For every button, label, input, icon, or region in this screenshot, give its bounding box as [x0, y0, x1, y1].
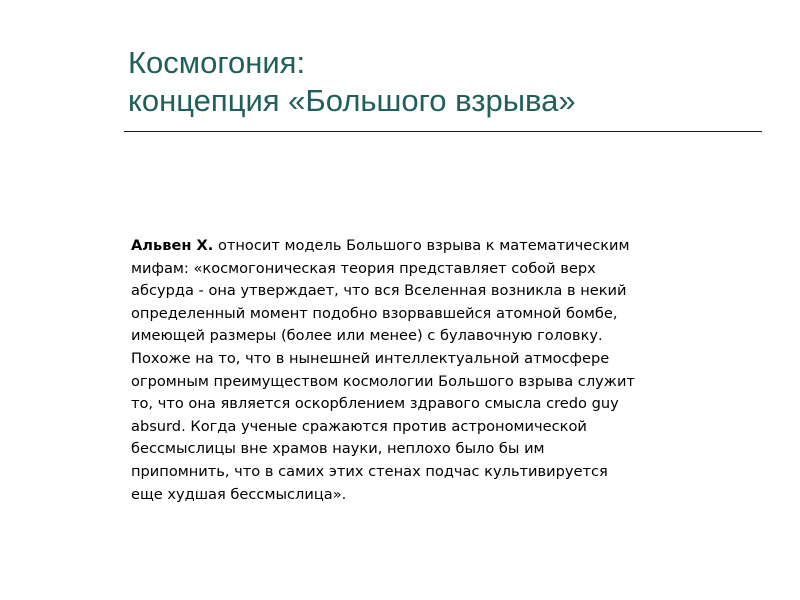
text-line-1: относит модель Большого взрыва к математическим: [213, 237, 630, 254]
text-line-8: то, что она является оскорблением здравого смысла credo guy: [131, 395, 619, 413]
text-line-10: бессмыслицы вне храмов науки, неплохо было бы им: [131, 440, 545, 458]
text-line-3: абсурда - она утверждает, что вся Вселенная возникла в некий: [131, 282, 627, 300]
text-line-9: absurd. Когда ученые сражаются против астрономической: [131, 417, 587, 435]
quote-paragraph: [131, 235, 781, 506]
text-line-4: определенный момент подобно взорвавшейся атомной бомбе,: [131, 304, 618, 322]
title-divider: [124, 131, 762, 132]
title-line-1: Космогония:: [128, 45, 306, 80]
text-line-5: имеющей размеры (более или менее) с булавочную головку.: [131, 327, 603, 345]
text-line-12: еще худшая бессмыслица».: [131, 485, 347, 503]
text-line: [131, 235, 781, 258]
text-line-7: огромным преимуществом космологии Большого взрыва служит: [131, 372, 635, 390]
text-line-2: мифам: «космогоническая теория представляет собой верх: [131, 259, 596, 277]
author-name: Альвен Х.: [131, 237, 214, 254]
title-line-2: концепция «Большого взрыва»: [128, 83, 576, 118]
slide-title: [128, 44, 768, 120]
text-line-6: Похоже на то, что в нынешней интеллектуальной атмосфере: [131, 349, 610, 367]
text-line-11: припомнить, что в самих этих стенах подчас культивируется: [131, 462, 608, 480]
